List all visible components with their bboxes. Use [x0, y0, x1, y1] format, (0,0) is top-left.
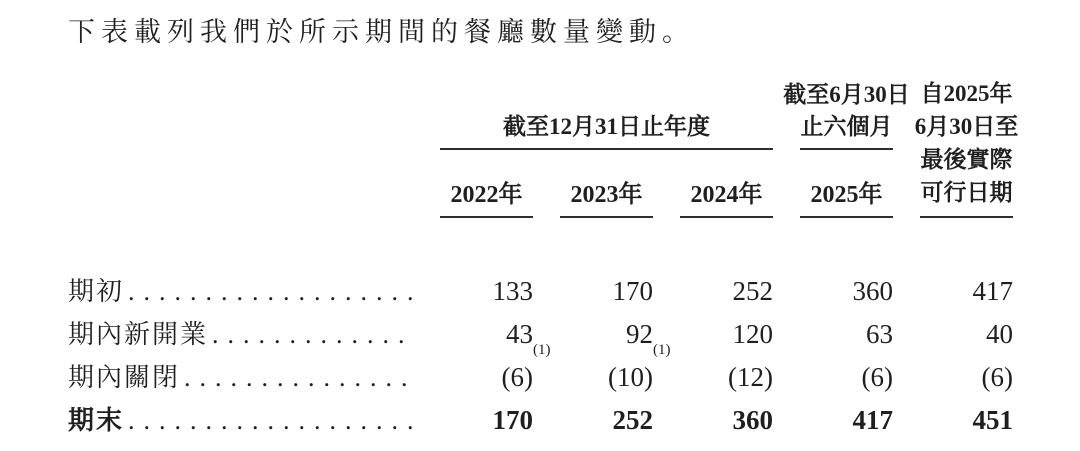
value-2023: 170 [612, 276, 653, 306]
latest-practicable-line-3: 最後實際 [920, 147, 1013, 172]
latest-practicable-line-1: 自2025年 [920, 81, 1013, 106]
value-2025 [800, 356, 893, 399]
intro-text: 下表載列我們於所示期間的餐廳數量變動。 [68, 17, 695, 47]
value-latest-practicable: 40 [986, 319, 1013, 349]
row-label-cell [68, 313, 413, 356]
table-row-beginning-of-period [68, 270, 1013, 313]
value-2024: 360 [732, 405, 773, 435]
value-text: (6) [501, 362, 533, 392]
table-row-end-of-period [68, 399, 1013, 442]
table-header [68, 81, 1019, 218]
value-2022 [440, 342, 551, 399]
value-2023: 92 [626, 319, 653, 349]
dot-leader [128, 270, 413, 313]
table-body [68, 270, 1013, 442]
dot-leader [184, 356, 413, 399]
six-months-line-2: 止六個月 [800, 114, 893, 139]
value-2024: 120 [732, 319, 773, 349]
restaurant-movement-table [68, 81, 1019, 442]
value-2025: 360 [852, 276, 893, 306]
value-2022: 43 [506, 319, 533, 349]
col-group-six-months-ended-jun30 [783, 82, 910, 150]
value-latest-practicable: 451 [972, 405, 1013, 435]
value-2025: 63 [866, 319, 893, 349]
row-label: 期內關閉 [68, 363, 181, 392]
value-latest-practicable [920, 356, 1013, 399]
row-label-cell [68, 270, 413, 313]
dot-leader [212, 313, 413, 356]
six-months-line-1: 截至6月30日 [783, 82, 910, 107]
row-label: 期末 [68, 406, 125, 435]
row-label-cell [68, 399, 413, 442]
col-header-2023: 2023年 [560, 150, 653, 218]
latest-practicable-line-4: 可行日期 [920, 180, 1013, 205]
footnote-marker: (1) [653, 342, 671, 358]
value-2024 [680, 356, 773, 399]
value-text: (10) [608, 362, 653, 392]
value-2022: 170 [492, 405, 533, 435]
col-header-2022: 2022年 [440, 150, 533, 218]
col-group-year-ended-dec31-label: 截至12月31日止年度 [503, 114, 710, 139]
value-2022: 133 [492, 276, 533, 306]
table-row-closures [68, 342, 1013, 399]
col-header-2024: 2024年 [680, 150, 773, 218]
value-text: (6) [981, 362, 1013, 392]
row-label: 期內新開業 [68, 320, 209, 349]
value-2023 [560, 342, 671, 399]
value-2025: 417 [852, 405, 893, 435]
value-2023: 252 [612, 405, 653, 435]
col-group-latest-practicable-date [914, 81, 1019, 218]
value-2024: 252 [732, 276, 773, 306]
value-text: (6) [861, 362, 893, 392]
col-header-2025: 2025年 [800, 150, 893, 218]
latest-practicable-line-2: 6月30日至 [914, 114, 1019, 139]
row-label: 期初 [68, 277, 125, 306]
footnote-marker: (1) [533, 342, 551, 358]
col-group-year-ended-dec31 [440, 84, 773, 150]
row-label-cell [68, 356, 413, 399]
dot-leader [128, 399, 413, 442]
value-text: (12) [728, 362, 773, 392]
value-latest-practicable: 417 [972, 276, 1013, 306]
